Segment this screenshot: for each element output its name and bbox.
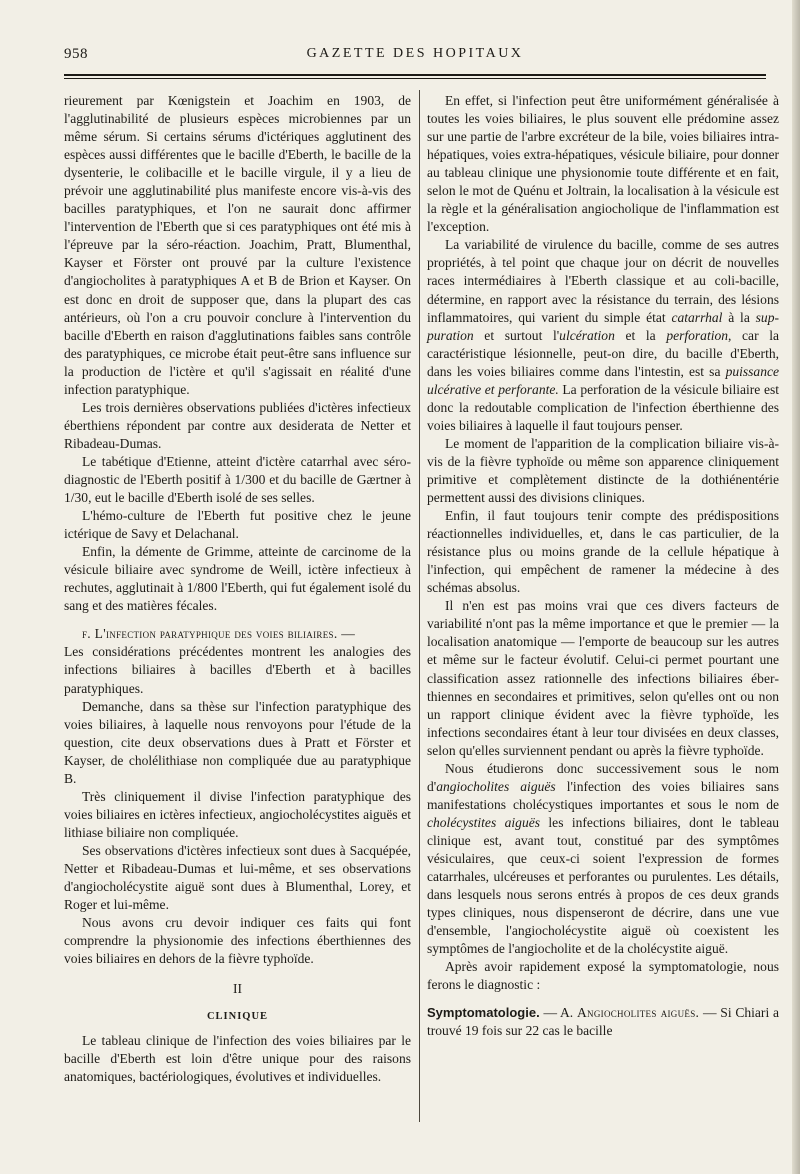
text-run: l'infection des voies biliaires sans manifestations cholécystiques importantes et sous le nom de — [427, 778, 779, 812]
italic-run: perforation — [666, 327, 729, 343]
text-run: La variabilité de virulence du bacille, comme de ses autres propriétés, à tel point que chaque jour on décrit de nouvelles races intermédiaires à l'Eberth classique et au coli-bacille, détermine, en rapport avec la résistance du terrain, des lésions inflammatoires, qui varient du simple état — [427, 237, 779, 325]
text-run: — A. — [539, 1005, 577, 1021]
paragraph: Les trois dernières observations publiées d'ictères infectieux éberthiens répondent par contre aux desiderata de Netter et Ribadeau-Dumas. — [64, 399, 411, 451]
paragraph: Le tableau clinique de l'infection des voies biliaires par le bacille d'Eberth est loin d'être unique pour des raisons anatomiques, bactériologiques, évolutives et individuelles. — [64, 1033, 411, 1085]
paragraph: Très cliniquement il divise l'infection paratyphique des voies biliaires en ictères infectieux, angiocholécystites aiguës et lithiase biliaire non compliquée. — [64, 788, 411, 840]
italic-run: catarrhal — [671, 309, 723, 325]
section-title: CLINIQUE — [206, 1011, 269, 1023]
subsection-label: Angiocholites aiguës. — [576, 1005, 700, 1021]
header-rule-thin — [64, 78, 766, 79]
paragraph: Les considérations précédentes montrent les analogies des infections biliaires à bacilles d'Eberth et à bacilles paratyphiques. — [64, 644, 411, 696]
left-column — [64, 92, 411, 1086]
text-run: les infections biliaires, dont le tableau clinique est, avant tout, constitué par des symptômes vésiculaires, que ceux-ci soient l'expression de formes catarrhales, ulcéreuses et perforantes ou purulentes. Les détails, dans lesquels nous serons entrés à propos de ces deux grands types cliniques, nous dispenseront de décrire, dans une vue d'ensemble, l'angiocholécystite aiguë où coexistent les symptômes de l'angiocholite et de la cholécystite aiguë. — [427, 814, 779, 957]
running-title: GAZETTE DES HOPITAUX — [306, 46, 524, 61]
paragraph: rieurement par Kœnigstein et Joachim en 1903, de l'agglutinabilité de plusieurs espèces microbiennes par un même sérum. Si certains sérums d'ictériques agglutinent des espèces aussi différentes que le bacille d'Eberth, le bacille de la dysenterie, le colibacille et le bacille virgule, il y a lieu de prévoir une agglutinabilité plus manifeste encore vis-à-vis des bacilles paratyphiques, et l'on ne saurait donc affirmer l'intervention de l'Eberth que si ces paratyphiques ont été mis à l'épreuve par la séro-réaction. Joachim, Pratt, Blumenthal, Kayser et Förster ont prouvé par la culture l'existence d'angiocholites à paratyphiques A et B de Brion et Kayser. On est donc en droit de supposer que, dans la plupart des cas antérieurs, où l'on a cru pouvoir conclure à l'intervention du bacille d'Eberth en raison d'agglutinations faibles sans contrôle des paratyphiques, ce microbe était peut-être sans influence sur la production de l'ictère et qu'il s'agissait en réalité d'une infection paratyphique. — [64, 93, 411, 397]
italic-run: suppuration — [427, 309, 779, 343]
paragraph: En effet, si l'infection peut être uniformément généralisée à toutes les voies biliaires, le plus souvent elle prédomine assez sur une partie de l'arbre excréteur de la bile, voies biliaires intra-hépatiques, voies extra-hépatiques, vésicule biliaire, pour donner au tableau clinique une physionomie toute différente et en fait, selon le mot de Quénu et Joltrain, la localisation à la vésicule est la règle et la généralisation angiocholique de l'inflammation est l'exception. — [427, 93, 779, 235]
paragraph: Le moment de l'apparition de la complication biliaire vis-à-vis de la fièvre typhoïde ou même son apparence cliniquement primitive et complètement distincte de la dothiénentérie permettent aussi des divisions cliniques. — [427, 435, 779, 506]
text-run: à la — [722, 309, 756, 325]
column-divider — [419, 90, 420, 1122]
page-header — [64, 46, 766, 76]
text-run: , car la caractéristique lésionnelle, peut-on dire, du bacille d'Eberth, dans les voies biliaires comme dans l'intestin, est sa — [427, 327, 779, 379]
paragraph — [427, 236, 779, 435]
text-run: Nous étudierons donc successivement sous le nom d' — [427, 760, 779, 794]
subsection-paragraph — [427, 1004, 779, 1040]
page-number: 958 — [64, 46, 88, 62]
paragraph: Après avoir rapidement exposé la symptomatologie, nous ferons le diagnostic : — [427, 959, 779, 993]
section-number: II — [232, 981, 243, 997]
heading-run: Symptomatologie. — [427, 1005, 540, 1021]
page-edge-shadow — [792, 0, 800, 1174]
paragraph — [427, 760, 779, 959]
paragraph: L'hémo-culture de l'Eberth fut positive chez le jeune ictérique de Savy et Delachanal. — [64, 508, 411, 542]
subsection-label: f. L'infection paratyphique des voies biliaires. — — [82, 626, 356, 642]
text-run: et la — [614, 327, 667, 343]
italic-run: ulcération — [559, 327, 615, 343]
text-run: La perforation de la vésicule biliaire est donc la redoutable complication de l'infection éberthienne des voies biliaires à laquelle il faut toujours penser. — [427, 381, 779, 433]
right-column — [427, 92, 779, 1040]
text-run: — Si Chiari a trouvé 19 fois sur 22 cas le bacille — [427, 1005, 779, 1039]
paragraph: Enfin, la démente de Grimme, atteinte de carcinome de la vésicule biliaire avec syndrome de Weill, ictère infectieux à rechutes, agglutinait à 1/800 l'Eberth, qui fut également isolé du sang et des matières fécales. — [64, 544, 411, 614]
header-rule-thick — [64, 74, 766, 76]
paragraph: Nous avons cru devoir indiquer ces faits qui font comprendre la physionomie des infections éberthiennes des voies biliaires en dehors de la fièvre typhoïde. — [64, 915, 411, 967]
paragraph: Enfin, il faut toujours tenir compte des prédispositions réactionnelles individuelles, et, dans le cas particulier, de la résistance plus ou moins grande de la cellule hépatique à l'infection, qui empêchent de ramener la médecine à des schémas absolus. — [427, 508, 779, 596]
italic-run: cholécystites aiguës — [427, 814, 540, 830]
italic-run: angiocholites aiguës — [436, 778, 556, 794]
paragraph: Il n'en est pas moins vrai que ces divers facteurs de variabilité n'ont pas la même importance et que le premier — la localisation anatomique — l'emporte de beaucoup sur les autres et même sur le facteur évolutif. Celui-ci permet pourtant une classification assez rationnelle des infections biliaires éberthiennes en secondaires et primitives, selon qu'elles ont ou non un rapport clinique évident avec la fièvre typhoïde, les infections secondaires étant à leur tour divisées en deux classes, selon qu'elles surviennent pendant ou après la fièvre typhoïde. — [427, 598, 779, 758]
subsection-heading — [64, 625, 411, 643]
text-run: et surtout l' — [473, 327, 560, 343]
paragraph: Ses observations d'ictères infectieux sont dues à Sacquépée, Netter et Ribadeau-Dumas et lui-même, et ses observations d'angiocholécystite aiguë sont dues à Blumenthal, Lorey, et Roger et lui-même. — [64, 842, 411, 913]
paragraph: Demanche, dans sa thèse sur l'infection paratyphique des voies biliaires, à laquelle nous renvoyons pour l'étude de la question, cite deux observations dues à Pratt et Förster et Kayser, de cholélithiase non compliquée due au paratyphique B. — [64, 698, 411, 786]
italic-run: puissance ulcérative et perforante. — [427, 363, 779, 397]
paragraph: Le tabétique d'Etienne, atteint d'ictère catarrhal avec séro-diagnostic de l'Eberth positif à 1/300 et du bacille de Gærtner à 1/30, eut le bacille d'Eberth isolé de ses selles. — [64, 453, 411, 506]
